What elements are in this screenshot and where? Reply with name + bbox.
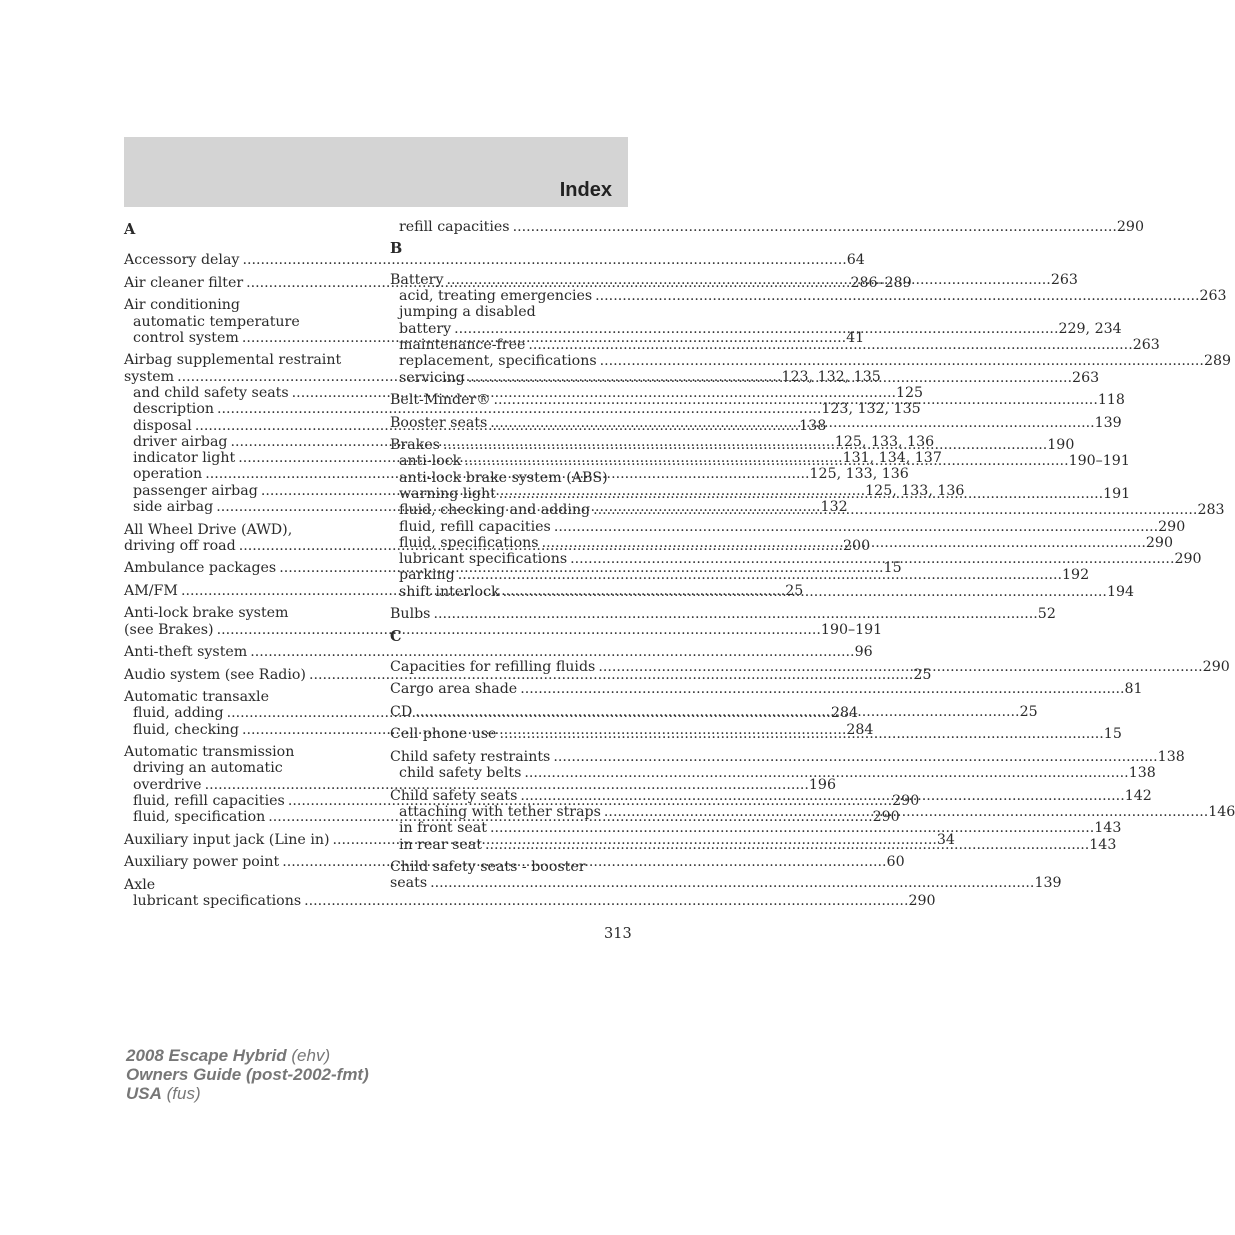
index-term: Ambulance packages (124, 560, 277, 577)
index-subentry (390, 765, 1156, 782)
index-subentry (124, 893, 936, 910)
page-reference: 200 (843, 537, 871, 554)
index-term-line (124, 744, 362, 760)
index-term: system (124, 368, 175, 385)
index-term-line (390, 606, 1056, 623)
page-reference: 34 (936, 831, 955, 848)
index-term: CD (390, 703, 413, 720)
index-term: attaching with tether straps (399, 803, 601, 820)
dot-leader (517, 681, 1124, 697)
index-term: lubricant specifications (133, 893, 302, 910)
page-reference: 118 (1097, 392, 1125, 409)
index-term: lubricant specifications (399, 551, 568, 568)
page-reference: 81 (1124, 681, 1143, 698)
index-term: operation (133, 466, 203, 483)
page-reference: 131, 134, 137 (842, 450, 942, 467)
page-reference: 125, 133, 136 (834, 433, 935, 450)
index-term: indicator light (133, 450, 236, 467)
index-subentry (390, 304, 628, 320)
index-term: fluid, checking and adding (399, 502, 591, 519)
index-term: disposal (133, 417, 192, 434)
dot-leader (427, 875, 1034, 891)
index-term: driving an automatic (133, 760, 283, 777)
page-reference: 143 (1094, 820, 1122, 837)
index-term-line (390, 748, 1185, 765)
index-term: Cell phone use (390, 726, 497, 743)
page-reference: 263 (1072, 369, 1100, 386)
index-term: driver airbag (133, 433, 228, 450)
index-subentry (124, 776, 836, 793)
dot-leader (521, 765, 1128, 781)
index-term: maintenance-free (399, 336, 526, 353)
index-entry (390, 681, 1143, 698)
page-reference: 190–191 (820, 621, 883, 638)
dot-leader (550, 749, 1157, 765)
dot-leader (440, 437, 1047, 453)
index-term: fluid, adding (133, 705, 224, 722)
page-reference: 290 (1145, 534, 1173, 551)
dot-leader (465, 370, 1072, 386)
section-letter: A (124, 221, 136, 238)
page-reference: 96 (854, 644, 873, 661)
page-reference: 284 (846, 721, 874, 738)
dot-leader (551, 519, 1158, 535)
page-reference: 132 (820, 499, 848, 516)
index-term: shift interlock (399, 583, 500, 600)
index-subentry (390, 219, 1144, 235)
index-term-line (124, 621, 883, 638)
index-term: Auxiliary power point (124, 854, 280, 871)
page-title: Index (559, 179, 612, 201)
page-reference: 143 (1089, 836, 1117, 853)
dot-leader (491, 392, 1098, 408)
footer-guide: Owners Guide (post-2002-fmt) (126, 1065, 369, 1084)
dot-leader (592, 288, 1199, 304)
dot-leader (601, 804, 1208, 820)
index-term: battery (399, 320, 452, 337)
index-term: Air cleaner filter (124, 274, 244, 291)
page-reference: 146 (1208, 803, 1235, 820)
dot-leader (487, 820, 1094, 836)
footer-market-code: (fus) (161, 1084, 201, 1103)
index-subentry (390, 320, 1122, 337)
index-term-line (124, 605, 362, 621)
dot-leader (597, 353, 1204, 369)
page-reference: 290 (892, 792, 920, 809)
index-term: seats (390, 875, 428, 892)
index-term: jumping a disabled (399, 304, 536, 321)
page-reference: 190 (1047, 437, 1075, 454)
index-term-line (390, 859, 628, 875)
index-subentry (390, 820, 1122, 837)
index-term: Anti-theft system (124, 644, 248, 661)
page-reference: 25 (913, 666, 932, 683)
index-term-line (124, 352, 362, 368)
page-reference: 191 (1103, 485, 1131, 502)
index-term: control system (133, 329, 239, 346)
index-term: Air conditioning (124, 297, 240, 314)
index-term: servicing (399, 369, 465, 386)
header-band (124, 137, 628, 207)
section-letter: B (390, 240, 403, 258)
index-term: Airbag supplemental restraint (124, 352, 342, 369)
page-reference: 194 (1106, 583, 1135, 600)
page-reference: 263 (1199, 288, 1227, 305)
page-reference: 190–191 (1068, 453, 1130, 470)
index-term: Automatic transmission (124, 744, 295, 761)
page-reference: 139 (1094, 414, 1122, 431)
page-reference: 64 (846, 252, 865, 269)
index-term: automatic temperature (133, 313, 300, 330)
dot-leader (461, 453, 1068, 469)
dot-leader (595, 659, 1202, 675)
page-reference: 290 (1158, 518, 1186, 535)
index-subentry (124, 314, 362, 330)
index-term: AM/FM (124, 582, 178, 599)
page-reference: 138 (799, 417, 827, 434)
dot-leader (510, 219, 1117, 235)
page-reference: 290 (1202, 658, 1230, 675)
index-entry (124, 252, 865, 269)
dot-leader (482, 837, 1089, 853)
index-term: Battery (390, 271, 444, 288)
index-entry (390, 219, 1144, 235)
dot-leader (412, 704, 1019, 720)
dot-leader (500, 584, 1107, 600)
index-subentry (390, 288, 1227, 305)
index-term-line (124, 297, 362, 313)
page-reference: 286–289 (850, 274, 912, 291)
page-reference: 15 (1103, 726, 1122, 743)
dot-leader (496, 726, 1103, 742)
dot-leader (455, 567, 1062, 583)
dot-leader (496, 486, 1103, 502)
index-subentry (124, 401, 921, 418)
dot-leader (525, 337, 1132, 353)
index-term: Brakes (390, 437, 440, 454)
index-term: fluid, refill capacities (133, 792, 285, 809)
index-term: warning light (399, 485, 496, 502)
index-entry (390, 606, 1056, 623)
page-reference: 15 (883, 560, 902, 577)
page-reference: 290 (1174, 551, 1202, 568)
index-subentry (390, 353, 1232, 370)
index-term: driving off road (124, 537, 236, 554)
page-reference: 290 (1116, 219, 1144, 235)
index-term: fluid, refill capacities (399, 518, 551, 535)
footer-model: 2008 Escape Hybrid (126, 1046, 287, 1065)
index-subentry (390, 470, 628, 486)
index-term: and child safety seats (133, 384, 289, 401)
page-reference: 125, 133, 136 (809, 466, 909, 483)
index-term: description (133, 401, 215, 418)
footer-market: USA (126, 1084, 162, 1103)
index-subentry (390, 551, 1202, 568)
dot-leader (430, 606, 1037, 622)
index-term: acid, treating emergencies (399, 288, 593, 305)
page-reference: 138 (1157, 748, 1185, 765)
page-number: 313 (604, 926, 632, 942)
index-term: Child safety restraints (390, 748, 551, 765)
index-term: Child safety seats (390, 787, 518, 804)
page-reference: 123, 132, 135 (781, 368, 881, 385)
index-term-line (124, 522, 362, 538)
index-term: Axle (124, 876, 156, 893)
footer-model-code: (ehv) (286, 1046, 331, 1065)
index-subentry (124, 760, 362, 776)
page-reference: 290 (908, 893, 936, 910)
page-reference: 142 (1124, 787, 1152, 804)
dot-leader (539, 535, 1146, 551)
index-term: Capacities for refilling fluids (390, 658, 596, 675)
index-term: (see Brakes) (124, 621, 214, 638)
footer (126, 1046, 369, 1103)
page-reference: 283 (1197, 502, 1225, 519)
index-term: Cargo area shade (390, 681, 518, 698)
dot-leader (451, 321, 1058, 337)
index-term: Accessory delay (124, 252, 240, 269)
dot-leader (567, 551, 1174, 567)
index-term: anti-lock (399, 453, 462, 470)
index-term: Audio system (see Radio) (124, 666, 306, 683)
index-term: Belt-Minder® (390, 392, 491, 409)
index-term: Anti-lock brake system (124, 605, 289, 622)
index-term: in rear seat (399, 836, 482, 853)
page-reference: 139 (1034, 875, 1062, 892)
index-term: Automatic transaxle (124, 689, 269, 705)
page-reference: 229, 234 (1058, 320, 1122, 337)
index-term: in front seat (399, 820, 487, 837)
page-reference: 52 (1037, 606, 1056, 623)
index-term: refill capacities (399, 219, 510, 235)
page-reference: 138 (1128, 765, 1156, 782)
index-term-line (124, 644, 873, 661)
page-reference: 125, 133, 136 (865, 482, 965, 499)
index-term: Booster seats (390, 414, 488, 431)
index-term-line (124, 689, 362, 705)
dot-leader (487, 415, 1094, 431)
index-term: anti-lock brake system (ABS) (399, 469, 608, 486)
index-term: overdrive (133, 776, 202, 793)
index-term: side airbag (133, 499, 214, 516)
index-term: replacement, specifications (399, 353, 597, 370)
page-reference: 263 (1050, 271, 1078, 288)
index-term-line (124, 252, 865, 269)
page-reference: 25 (785, 582, 804, 599)
page-reference: 25 (1019, 703, 1038, 720)
index-entry (124, 644, 873, 661)
page-reference: 41 (846, 329, 865, 346)
page-reference: 290 (872, 809, 900, 826)
page-reference: 60 (886, 854, 905, 871)
dot-leader (443, 272, 1050, 288)
index-term: fluid, specifications (399, 534, 539, 551)
index-entry (390, 748, 1185, 782)
page-reference: 125 (896, 384, 924, 401)
index-subentry (390, 518, 1186, 535)
page-reference: 192 (1062, 567, 1090, 584)
index-term: Bulbs (390, 606, 431, 623)
page-reference: 123, 132, 135 (821, 401, 921, 418)
page-reference: 284 (830, 705, 859, 722)
dot-leader (590, 502, 1197, 518)
index-term-line (124, 877, 362, 893)
index-term: All Wheel Drive (AWD), (124, 521, 293, 538)
index-term-line (390, 681, 1143, 698)
dot-leader (517, 788, 1124, 804)
page-reference: 289 (1203, 353, 1232, 370)
index-term: passenger airbag (133, 482, 258, 499)
index-term: parking (399, 567, 455, 584)
index-term: Auxiliary input jack (Line in) (124, 831, 330, 848)
index-term: fluid, checking (133, 721, 240, 738)
index-term: Child safety seats - booster (390, 859, 586, 876)
page-reference: 196 (808, 776, 836, 793)
section-letter: C (390, 627, 402, 645)
index-term: fluid, specification (133, 809, 266, 826)
index-term: child safety belts (399, 765, 522, 782)
page-reference: 263 (1132, 336, 1160, 353)
index-term-line (390, 875, 1062, 892)
